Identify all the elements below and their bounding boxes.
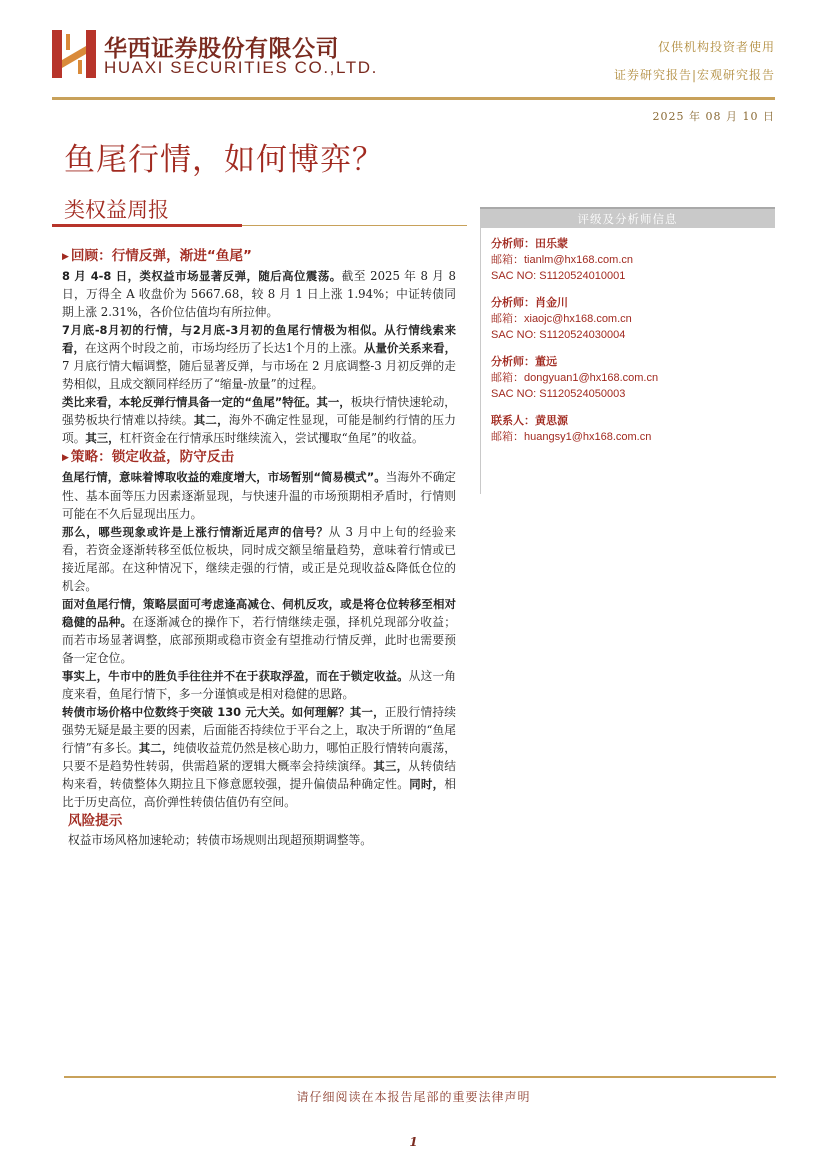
analyst-email[interactable]: 邮箱：tianlm@hx168.com.cn — [491, 254, 633, 266]
analyst-name: 分析师：肖金川 — [491, 296, 568, 309]
triangle-bullet-icon: ▶ — [62, 252, 69, 262]
audience-note: 仅供机构投资者使用 — [657, 40, 775, 54]
analyst-panel-heading: 评级及分析师信息 — [480, 207, 775, 228]
subtitle-accent-bar — [52, 224, 242, 227]
analyst-email[interactable]: 邮箱：xiaojc@hx168.com.cn — [491, 313, 632, 325]
analyst-sac: SAC NO: S1120524030004 — [491, 329, 626, 341]
analyst-name: 分析师：田乐蒙 — [491, 237, 568, 250]
report-category: 证券研究报告|宏观研究报告 — [613, 68, 775, 82]
risk-text: 权益市场风格加速轮动；转债市场规则出现超预期调整等。 — [68, 833, 372, 848]
section-heading-review: ▶ 回顾：行情反弹，渐进“鱼尾” — [62, 246, 456, 267]
paragraph: 类比来看，本轮反弹行情具备一定的“鱼尾”特征。其一，板块行情快速轮动，强势板块行情难以持续。其二，海外不确定性显现，可能是制约行情的压力项。其三，杠杆资金在行情承压时继续流入，尝试攫取“鱼尾”的收益。 — [62, 395, 456, 446]
footer-divider — [64, 1076, 776, 1078]
analyst-sac: SAC NO: S1120524010001 — [491, 270, 626, 282]
paragraph: 转债市场价格中位数终于突破 130 元大关。如何理解？其一，正股行情持续强势无疑是最主要的因素，后面能否持续位于平台之上，取决于所谓的“鱼尾行情”有多长。其二，纯债收益荒仍然是核心助力，哪怕正股行情转向震荡，只要不是趋势性转弱，供需趋紧的逻辑大概率会持续演绎。其三，从转债结构来看，转债整体久期拉且下修意愿较强，提升偏债品种确定性。同时，相比于历史高位，高价弹性转债估值仍有空间。 — [62, 705, 456, 810]
analyst-name: 分析师：董远 — [491, 355, 557, 368]
analyst-entry — [491, 354, 765, 402]
paragraph: 8 月 4-8 日，类权益市场显著反弹，随后高位震荡。截至 2025 年 8 月 8 日，万得全 A 收盘价为 5667.68，较 8 月 1 日上涨 1.94%；中证转债同期上涨 2.31%，各价位估值均有所拉伸。 — [62, 269, 456, 320]
company-name-cn: 华西证券股份有限公司 — [104, 36, 339, 62]
header-divider — [52, 97, 775, 100]
analyst-entry — [491, 295, 765, 343]
paragraph: 那么，哪些现象或许是上涨行情渐近尾声的信号？从 3 月中上旬的经验来看，若资金逐渐转移至低位板块，同时成交额呈缩量趋势，意味着行情或已接近尾部。在这种情况下，继续走强的行情，或正是兑现收益&降低仓位的机会。 — [62, 524, 456, 593]
main-content — [62, 246, 456, 849]
analyst-list — [480, 228, 775, 494]
analyst-info-panel — [480, 207, 775, 494]
page-number: 1 — [409, 1135, 418, 1149]
paragraph: 鱼尾行情，意味着博取收益的难度增大，市场暂别“简易模式”。当海外不确定性、基本面等压力因素逐渐显现，与快速升温的市场预期相矛盾时，行情则可能在不久后显现出压力。 — [62, 470, 456, 521]
risk-heading: 风险提示 — [68, 813, 123, 830]
contact-entry — [491, 413, 765, 445]
contact-email[interactable]: 邮箱：huangsy1@hx168.com.cn — [491, 431, 652, 443]
paragraph: 事实上，牛市中的胜负手往往并不在于获取浮盈，而在于锁定收益。从这一角度来看，鱼尾行情下，多一分谨慎或是相对稳健的思路。 — [62, 668, 456, 702]
company-name-en: HUAXI SECURITIES CO.,LTD. — [104, 58, 378, 77]
report-title: 鱼尾行情，如何博弈？ — [64, 142, 384, 178]
paragraph: 7月底-8月初的行情，与2月底-3月初的鱼尾行情极为相似。从行情线索来看，在这两个时段之前，市场均经历了长达1个月的上涨。从量价关系来看，7 月底行情大幅调整，随后显著反弹，与市场在 2 月底调整-3 月初反弹的走势相似，且成交额同样经历了“缩量-放量”的过程。 — [62, 323, 456, 392]
legal-notice: 请仔细阅读在本报告尾部的重要法律声明 — [296, 1090, 531, 1104]
paragraph: 面对鱼尾行情，策略层面可考虑逢高减仓、伺机反攻，或是将仓位转移至相对稳健的品种。在逐渐减仓的操作下，若行情继续走强，择机兑现部分收益；而若市场显著调整，底部预期或稳市资金有望推动行情反弹，此时也需要预备一定仓位。 — [62, 596, 456, 665]
contact-name: 联系人：黄思源 — [491, 414, 568, 427]
triangle-bullet-icon: ▶ — [62, 453, 69, 464]
analyst-email[interactable]: 邮箱：dongyuan1@hx168.com.cn — [491, 372, 659, 384]
report-subtitle: 类权益周报 — [64, 198, 169, 222]
analyst-entry — [491, 236, 765, 284]
section-heading-strategy: ▶ 策略：锁定收益，防守反击 — [62, 447, 456, 468]
analyst-sac: SAC NO: S1120524050003 — [491, 388, 626, 400]
huaxi-logo-icon — [52, 30, 96, 78]
report-date: 2025 年 08 月 10 日 — [652, 110, 775, 123]
subtitle-divider — [242, 225, 467, 226]
